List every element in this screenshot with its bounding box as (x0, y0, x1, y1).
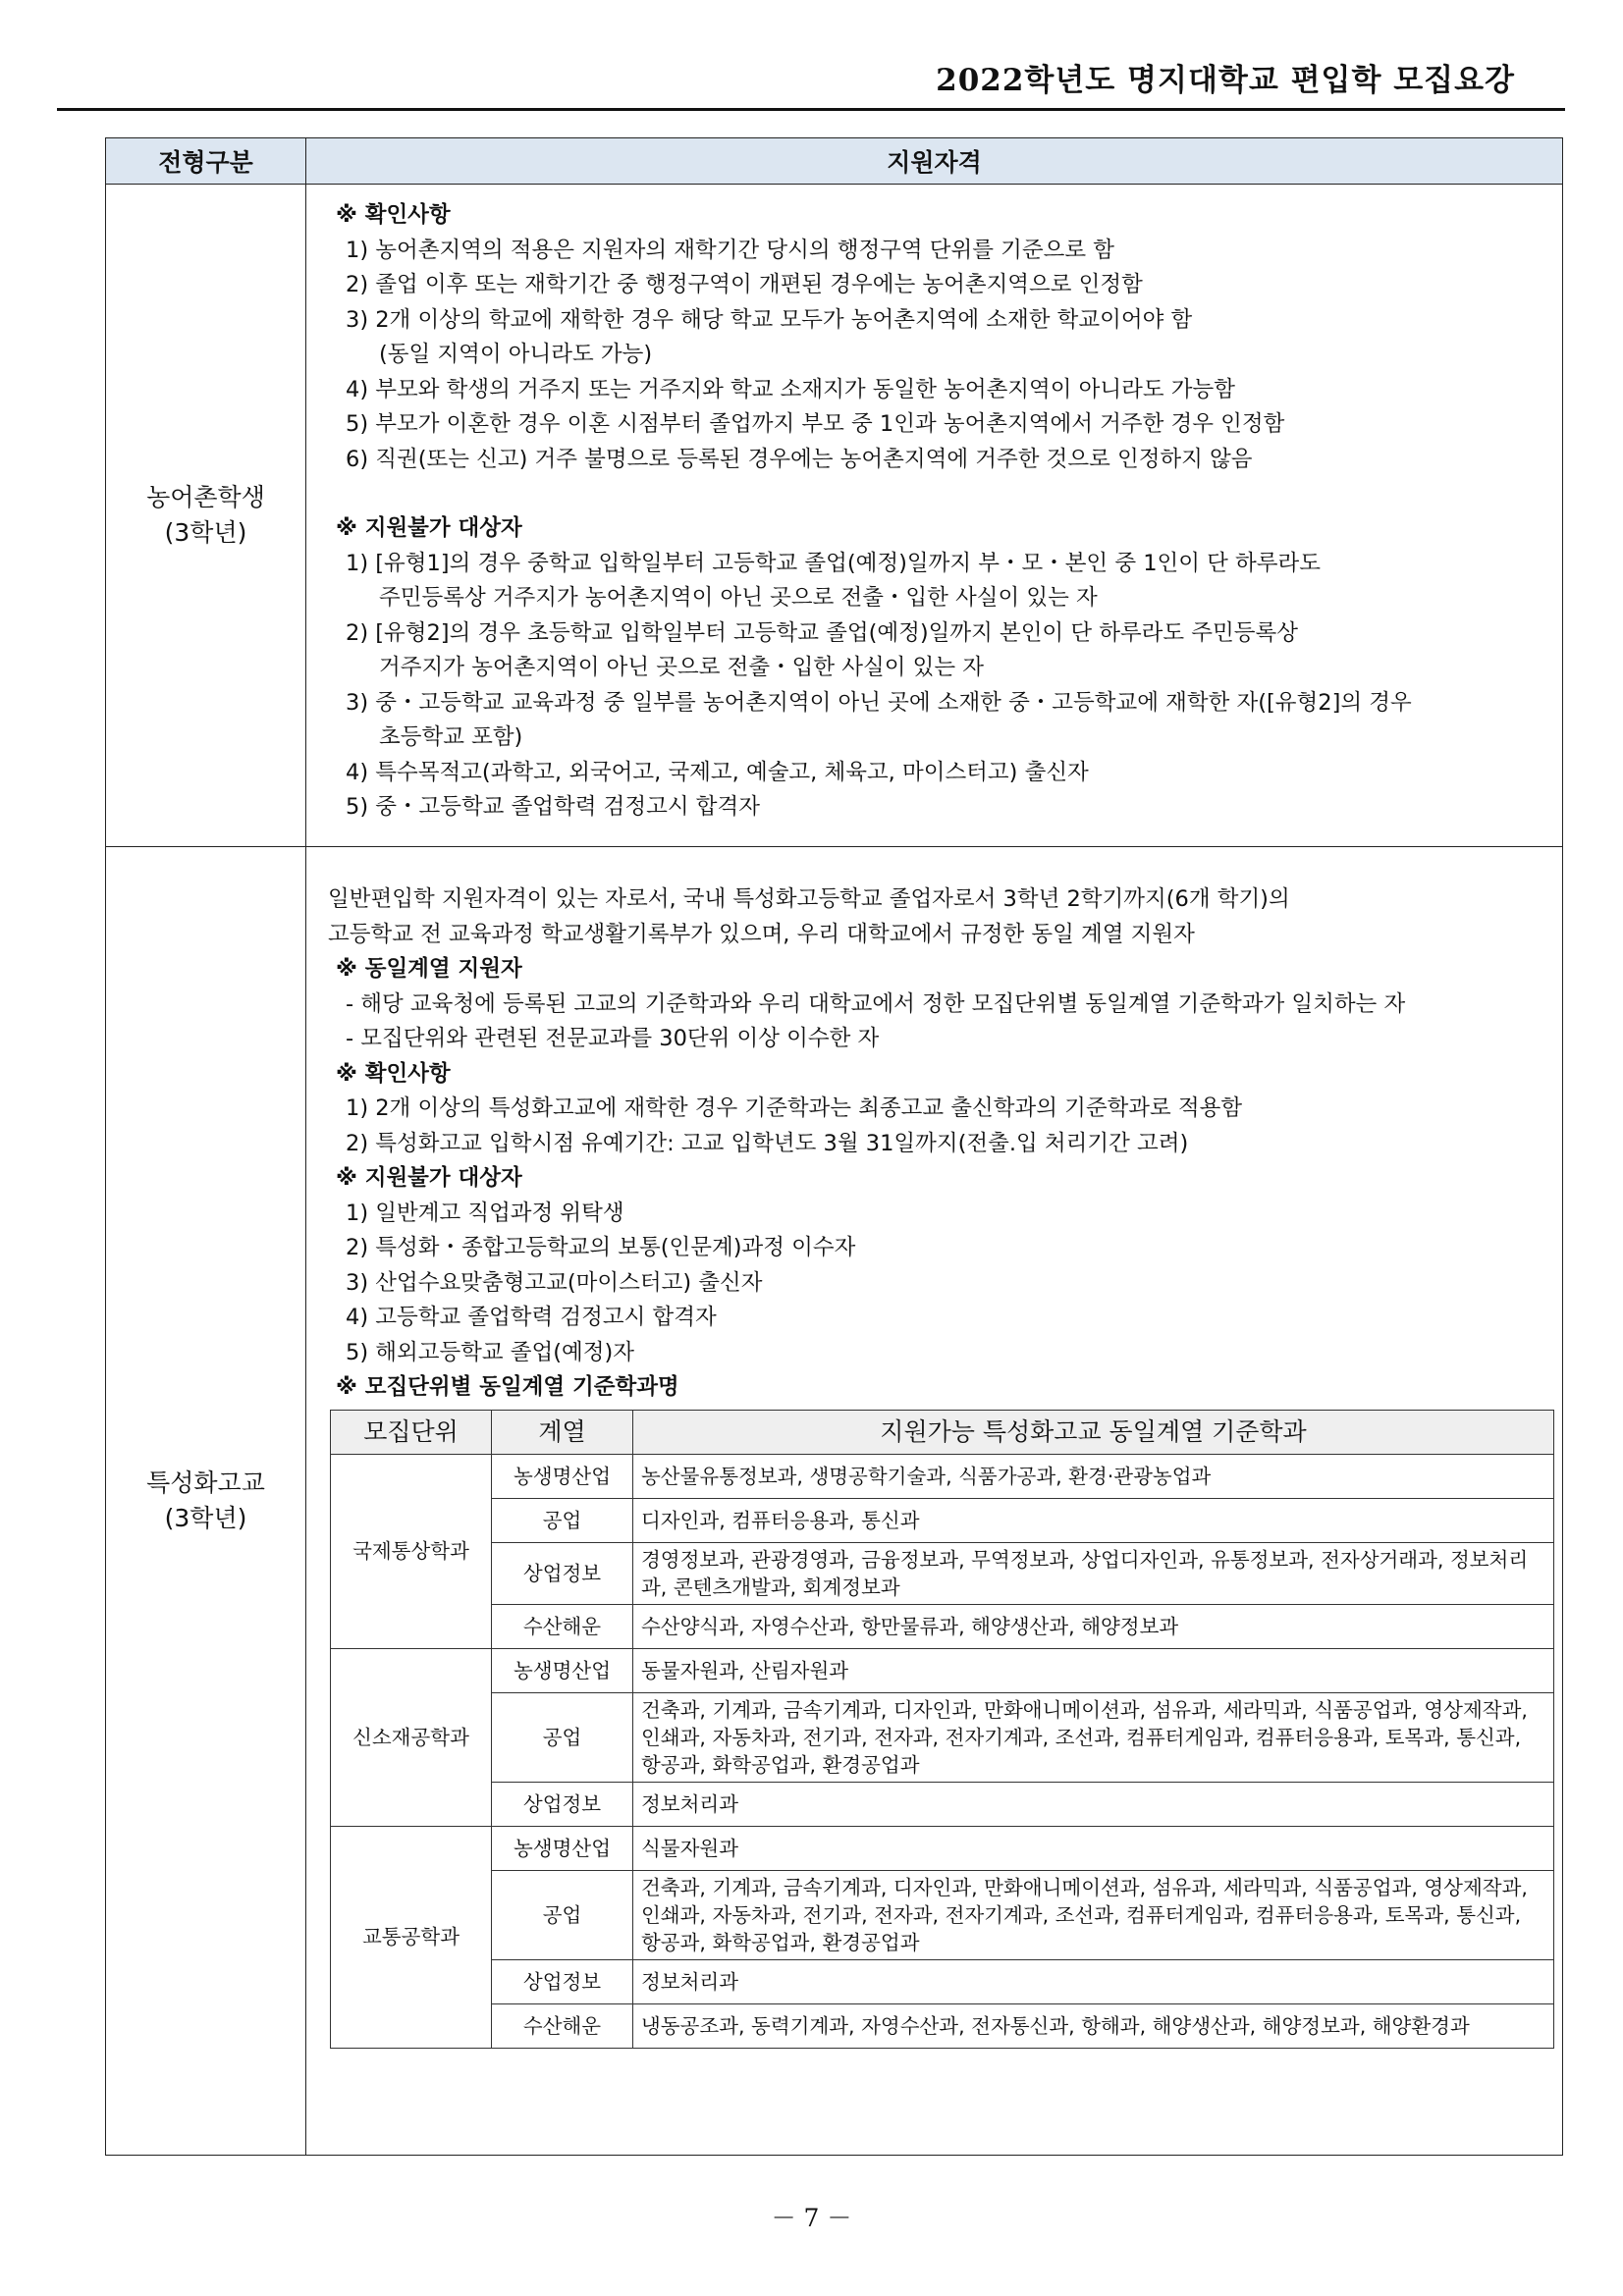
col-header-category: 전형구분 (106, 138, 306, 185)
table-row (331, 2003, 1554, 2048)
dept-col-field: 계열 (492, 1410, 633, 1454)
list-item: 2) [유형2]의 경우 초등학교 입학일부터 고등학교 졸업(예정)일까지 본인이 단 하루라도 주민등록상 (346, 619, 1298, 646)
list-item: (동일 지역이 아니라도 가능) (379, 342, 653, 367)
special-check-title: ※ 확인사항 (336, 1060, 451, 1087)
list-item: - 모집단위와 관련된 전문교과를 30단위 이상 이수한 자 (346, 1026, 880, 1051)
document-header-title: 2022학년도 명지대학교 편입학 모집요강 (936, 63, 1515, 98)
list-item: 5) 부모가 이혼한 경우 이혼 시점부터 졸업까지 부모 중 1인과 농어촌지역에서 거주한 경우 인정함 (346, 411, 1285, 437)
admission-requirements-table (105, 137, 1563, 2156)
field-cell: 공업 (492, 1692, 633, 1782)
rural-row (106, 185, 1563, 847)
depts-cell: 건축과, 기계과, 금속기계과, 디자인과, 만화애니메이션과, 섬유과, 세라믹과, 식품공업과, 영상제작과, 인쇄과, 자동차과, 전기과, 전자과, 전자기계과, 조선과, 컴퓨터게임과, 컴퓨터응용과, 토목과, 통신과, 항공과, 화학공업과, 환경공업과 (633, 1870, 1554, 1959)
field-cell: 공업 (492, 1498, 633, 1542)
list-item: 2) 졸업 이후 또는 재학기간 중 행정구역이 개편된 경우에는 농어촌지역으로 인정함 (346, 272, 1143, 297)
depts-cell: 건축과, 기계과, 금속기계과, 디자인과, 만화애니메이션과, 섬유과, 세라믹과, 식품공업과, 영상제작과, 인쇄과, 자동차과, 전기과, 전자과, 전자기계과, 조선과, 컴퓨터게임과, 컴퓨터응용과, 토목과, 통신과, 항공과, 화학공업과, 환경공업과 (633, 1692, 1554, 1782)
depts-cell: 농산물유통정보과, 생명공학기술과, 식품가공과, 환경·관광농업과 (633, 1454, 1554, 1498)
rural-category-name: 농어촌학생 (146, 483, 265, 511)
list-item: 주민등록상 거주지가 농어촌지역이 아닌 곳으로 전출・입한 사실이 있는 자 (379, 585, 1098, 611)
header-rule (57, 108, 1565, 111)
dept-col-unit: 모집단위 (331, 1410, 492, 1454)
depts-cell: 경영정보과, 관광경영과, 금융정보과, 무역정보과, 상업디자인과, 유통정보과, 전자상거래과, 정보처리과, 콘텐츠개발과, 회계정보과 (633, 1542, 1554, 1604)
field-cell: 공업 (492, 1870, 633, 1959)
col-header-qualification: 지원자격 (306, 138, 1563, 185)
special-intro: 일반편입학 지원자격이 있는 자로서, 국내 특성화고등학교 졸업자로서 3학년 2학기까지(6개 학기)의 (328, 886, 1290, 912)
field-cell: 상업정보 (492, 1782, 633, 1826)
field-cell: 농생명산업 (492, 1454, 633, 1498)
table-row (331, 1454, 1554, 1498)
list-item: 1) [유형1]의 경우 중학교 입학일부터 고등학교 졸업(예정)일까지 부・모・본인 중 1인이 단 하루라도 (346, 550, 1321, 576)
table-row (331, 1542, 1554, 1604)
special-category-grade: (3학년) (164, 1504, 247, 1532)
rural-qualification (306, 185, 1563, 847)
field-cell: 수산해운 (492, 2003, 633, 2048)
special-dept-title: ※ 모집단위별 동일계열 기준학과명 (336, 1374, 679, 1400)
table-row (331, 1692, 1554, 1782)
unit-cell: 국제통상학과 (331, 1454, 492, 1648)
list-item: 초등학교 포함) (379, 724, 523, 750)
depts-cell: 수산양식과, 자영수산과, 항만물류과, 해양생산과, 해양정보과 (633, 1604, 1554, 1648)
list-item: 5) 중・고등학교 졸업학력 검정고시 합격자 (346, 794, 760, 820)
table-row (331, 1826, 1554, 1870)
list-item: 2) 특성화・종합고등학교의 보통(인문계)과정 이수자 (346, 1235, 856, 1260)
rural-ineligible-title: ※ 지원불가 대상자 (336, 515, 522, 541)
field-cell: 수산해운 (492, 1604, 633, 1648)
table-row (331, 1959, 1554, 2003)
list-item: 1) 농어촌지역의 적용은 지원자의 재학기간 당시의 행정구역 단위를 기준으로 함 (346, 237, 1114, 263)
list-item: 4) 부모와 학생의 거주지 또는 거주지와 학교 소재지가 동일한 농어촌지역이 아니라도 가능함 (346, 376, 1235, 402)
list-item: 1) 일반계고 직업과정 위탁생 (346, 1200, 624, 1226)
field-cell: 농생명산업 (492, 1826, 633, 1870)
special-same-title: ※ 동일계열 지원자 (336, 956, 522, 982)
depts-cell: 식물자원과 (633, 1826, 1554, 1870)
table-row (331, 1648, 1554, 1692)
rural-category-grade: (3학년) (164, 518, 247, 547)
depts-cell: 디자인과, 컴퓨터응용과, 통신과 (633, 1498, 1554, 1542)
list-item: 1) 2개 이상의 특성화고교에 재학한 경우 기준학과는 최종고교 출신학과의 기준학과로 적용함 (346, 1095, 1243, 1121)
field-cell: 상업정보 (492, 1542, 633, 1604)
special-category (106, 847, 306, 2156)
list-item: 거주지가 농어촌지역이 아닌 곳으로 전출・입한 사실이 있는 자 (379, 655, 984, 680)
table-row (331, 1498, 1554, 1542)
list-item: 3) 2개 이상의 학교에 재학한 경우 해당 학교 모두가 농어촌지역에 소재한 학교이어야 함 (346, 306, 1193, 333)
list-item: 3) 중・고등학교 교육과정 중 일부를 농어촌지역이 아닌 곳에 소재한 중・고등학교에 재학한 자([유형2]의 경우 (346, 689, 1412, 716)
list-item: 4) 고등학교 졸업학력 검정고시 합격자 (346, 1305, 717, 1330)
list-item: 4) 특수목적고(과학고, 외국어고, 국제고, 예술고, 체육고, 마이스터고) 출신자 (346, 759, 1089, 785)
list-item: 2) 특성화고교 입학시점 유예기간: 고교 입학년도 3월 31일까지(전출.입 처리기간 고려) (346, 1130, 1189, 1156)
special-row (106, 847, 1563, 2156)
table-row (331, 1604, 1554, 1648)
dept-table (330, 1410, 1554, 2049)
table-row (331, 1782, 1554, 1826)
special-intro: 고등학교 전 교육과정 학교생활기록부가 있으며, 우리 대학교에서 규정한 동일 계열 지원자 (328, 921, 1195, 947)
depts-cell: 냉동공조과, 동력기계과, 자영수산과, 전자통신과, 항해과, 해양생산과, 해양정보과, 해양환경과 (633, 2003, 1554, 2048)
field-cell: 농생명산업 (492, 1648, 633, 1692)
special-qualification (306, 847, 1563, 2156)
list-item: 5) 해외고등학교 졸업(예정)자 (346, 1339, 635, 1365)
rural-category (106, 185, 306, 847)
unit-cell: 교통공학과 (331, 1826, 492, 2048)
depts-cell: 동물자원과, 산림자원과 (633, 1648, 1554, 1692)
field-cell: 상업정보 (492, 1959, 633, 2003)
depts-cell: 정보처리과 (633, 1959, 1554, 2003)
page-number: － 7 － (771, 2204, 852, 2232)
table-row (331, 1870, 1554, 1959)
special-ineligible-title: ※ 지원불가 대상자 (336, 1165, 522, 1191)
dept-col-depts: 지원가능 특성화고교 동일계열 기준학과 (633, 1410, 1554, 1454)
depts-cell: 정보처리과 (633, 1782, 1554, 1826)
list-item: 3) 산업수요맞춤형고교(마이스터고) 출신자 (346, 1269, 763, 1296)
list-item: 6) 직권(또는 신고) 거주 불명으로 등록된 경우에는 농어촌지역에 거주한 것으로 인정하지 않음 (346, 446, 1253, 472)
unit-cell: 신소재공학과 (331, 1648, 492, 1826)
special-category-name: 특성화고교 (146, 1468, 265, 1497)
list-item: - 해당 교육청에 등록된 고교의 기준학과와 우리 대학교에서 정한 모집단위별 동일계열 기준학과가 일치하는 자 (346, 990, 1406, 1017)
rural-check-title: ※ 확인사항 (336, 202, 451, 228)
